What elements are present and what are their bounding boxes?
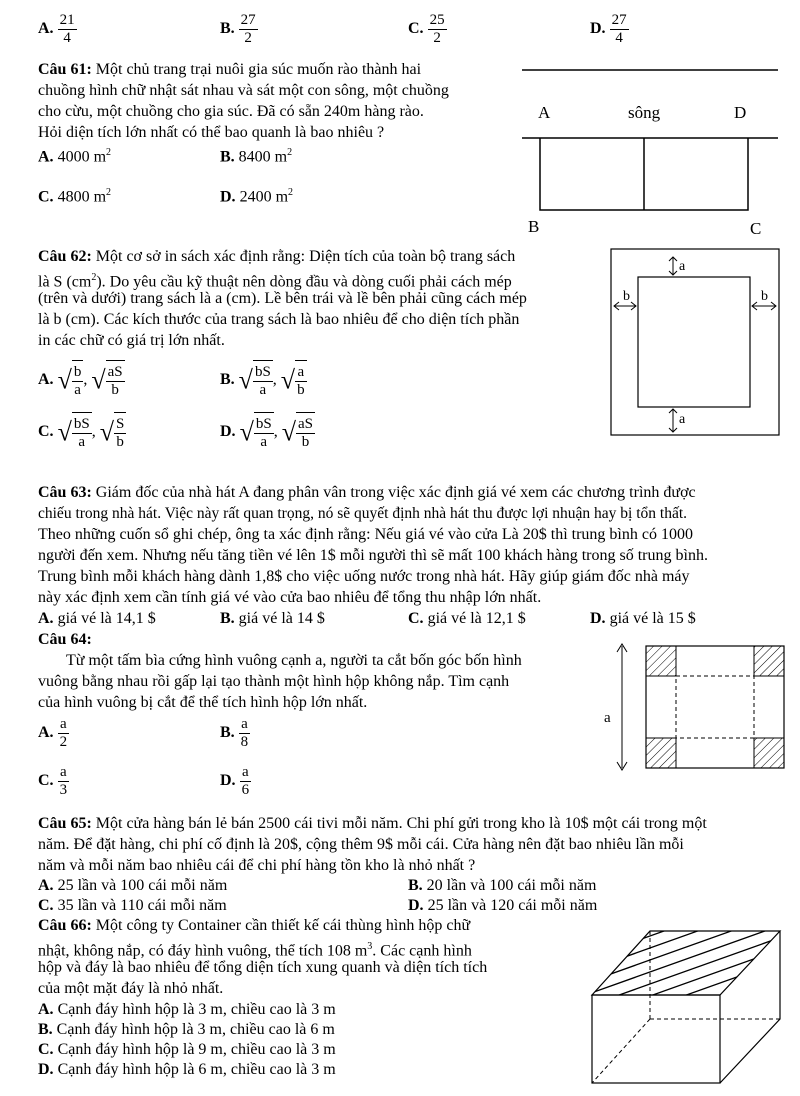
- q63-line-6: [38, 588, 541, 608]
- box-top-hatching: [580, 915, 790, 1069]
- cut-corners-figure: [600, 640, 790, 778]
- option-label: B.: [220, 371, 235, 389]
- option-label: C.: [38, 1041, 54, 1058]
- denominator: 2: [244, 30, 252, 46]
- river-label: sông: [628, 103, 661, 122]
- option-label: B.: [408, 877, 423, 894]
- denominator: a: [259, 381, 267, 398]
- radical: √ $\frac{bS}{a}$: [240, 412, 274, 453]
- question-text: chuồng hình chữ nhật sát nhau và sát một con sông, một chuồng: [38, 82, 449, 99]
- volume-value: 108 m: [326, 942, 368, 960]
- point-c-label: C: [750, 219, 762, 238]
- option-text: giá vé là 15 $: [609, 610, 696, 627]
- q62-option-b: B. √ $\frac{bS}{a}$ , √ $\frac{a}{b}$: [220, 360, 307, 401]
- option-label: A.: [38, 610, 54, 627]
- cut-corner-top-right: [754, 646, 784, 676]
- side-length-arrow: [617, 644, 627, 770]
- q64-option-c: [38, 764, 69, 799]
- cut-corner-bottom-left: [646, 738, 676, 768]
- q66-option-c: [38, 1040, 336, 1060]
- denominator: b: [297, 381, 305, 398]
- page-margin-figure: [610, 248, 785, 440]
- denominator: 2: [59, 734, 68, 750]
- question-text: Theo những cuốn sổ ghi chép, ông ta xác định rằng: Nếu giá vé vào cửa Là 20$ thì trung bình có 1000: [38, 526, 693, 543]
- q61-option-c: [38, 183, 111, 207]
- question-text: là b (cm). Các kích thước của trang sách là bao nhiêu để cho diện tích phần: [38, 311, 520, 328]
- q66-option-b: [38, 1020, 335, 1040]
- option-value: 8400 m: [238, 148, 288, 166]
- cut-corner-top-left: [646, 646, 676, 676]
- q65-line-2: [38, 835, 684, 855]
- option-text: 25 lần và 120 cái mỗi năm: [427, 897, 598, 914]
- left-margin-label: b: [623, 289, 630, 304]
- top-margin-label: a: [679, 259, 686, 274]
- q63-option-a: [38, 609, 156, 629]
- bottom-margin-label: a: [679, 412, 686, 427]
- numerator: 25: [429, 12, 445, 28]
- prev-option-a: [38, 12, 77, 47]
- question-text: Một công ty Container cần thiết kế cái thùng hình hộp chữ: [95, 917, 471, 934]
- q65-option-b: [408, 876, 596, 896]
- print-area: [638, 277, 750, 407]
- option-label: C.: [38, 772, 54, 790]
- q66-line-3: [38, 958, 487, 978]
- question-text: là S (cm: [38, 273, 92, 291]
- prev-option-b: [220, 12, 258, 47]
- question-text: nhật, không nắp, có đáy hình vuông, thể tích: [38, 942, 323, 960]
- denominator: 8: [240, 734, 249, 750]
- option-label: D.: [590, 610, 606, 627]
- q61-option-a: [38, 143, 111, 167]
- denominator: a: [74, 381, 81, 398]
- q66-line-4: [38, 979, 223, 999]
- point-d-label: D: [734, 103, 747, 122]
- q65-line-1: [38, 814, 707, 834]
- option-label: D.: [590, 20, 606, 38]
- q66-line-1: [38, 916, 470, 936]
- q63-option-c: [408, 609, 526, 629]
- option-label: C.: [38, 897, 54, 914]
- q62-option-c: C. √ $\frac{bS}{a}$ , √ $\frac{S}{b}$: [38, 412, 126, 453]
- numerator: a: [58, 716, 70, 734]
- question-text: năm. Để đặt hàng, chi phí cố định là 20$, cộng thêm 9$ mỗi cái. Cửa hàng nên đặt bao nhiêu lần mỗi: [38, 836, 684, 853]
- q62-option-d: D. √ $\frac{bS}{a}$ , √ $\frac{aS}{b}$: [220, 412, 315, 453]
- radical: √ $\frac{aS}{b}$: [91, 360, 124, 401]
- denominator: a: [78, 433, 86, 450]
- q62-line-5: [38, 331, 225, 351]
- denominator: a: [260, 433, 268, 450]
- radical: √ $\frac{b}{a}$: [58, 360, 84, 401]
- point-b-label: B: [528, 217, 540, 236]
- exponent: 2: [287, 147, 293, 158]
- numerator: 27: [611, 12, 627, 28]
- option-text: 35 lần và 110 cái mỗi năm: [57, 897, 227, 914]
- option-text: Cạnh đáy hình hộp là 9 m, chiều cao là 3 m: [57, 1041, 336, 1058]
- exponent: 2: [288, 187, 294, 198]
- question-title: Câu 64:: [38, 631, 92, 648]
- numerator: bS: [73, 415, 90, 432]
- option-label: A.: [38, 724, 54, 742]
- right-margin-label: b: [761, 289, 768, 304]
- question-text: người đến xem. Nhưng nếu tăng tiền vé lên 1$ mỗi người thì sẽ mất 100 khách hàng trong số trung bình.: [38, 547, 708, 564]
- option-text: giá vé là 14,1 $: [57, 610, 156, 627]
- prev-option-d: [590, 12, 629, 47]
- exponent: 3: [367, 941, 373, 952]
- q65-option-c: [38, 896, 227, 916]
- question-text: . Các cạnh hình: [372, 942, 472, 960]
- option-text: 25 lần và 100 cái mỗi năm: [57, 877, 228, 894]
- exponent: 2: [91, 272, 97, 283]
- q63-line-4: [38, 546, 708, 566]
- q65-option-d: [408, 896, 597, 916]
- option-text: Cạnh đáy hình hộp là 3 m, chiều cao là 6 m: [56, 1021, 335, 1038]
- q64-option-d: [220, 764, 251, 799]
- question-text: này xác định xem cần tính giá vé vào cửa bao nhiêu để tổng thu nhập lớn nhất.: [38, 589, 542, 606]
- question-text: Giám đốc của nhà hát A đang phân vân trong việc xác định giá vé xem các chương trình được: [95, 484, 696, 501]
- option-label: A.: [38, 1001, 54, 1018]
- option-label: A.: [38, 877, 54, 894]
- question-title: Câu 63:: [38, 484, 92, 501]
- q64-option-a: [38, 716, 69, 751]
- q64-title-line: [38, 630, 92, 650]
- fold-lines: [676, 676, 754, 738]
- option-label: D.: [220, 423, 236, 441]
- denominator: 3: [59, 782, 68, 798]
- option-label: A.: [38, 20, 54, 38]
- option-label: D.: [408, 897, 424, 914]
- box-top-opening: [592, 931, 780, 995]
- q62-line-1: [38, 247, 515, 267]
- question-text: chiếu trong nhà hát. Việc này rất quan trọng, nó sẽ quyết định nhà hát thu được lợi nhuận hay bị tổn thất.: [38, 505, 688, 522]
- point-a-label: A: [538, 103, 551, 122]
- radical: √ $\frac{a}{b}$: [281, 360, 307, 401]
- option-text: giá vé là 14 $: [238, 610, 325, 627]
- q64-line-2: [38, 672, 509, 692]
- question-text: ). Do yêu cầu kỹ thuật nên dòng đầu và dòng cuối phải cách mép: [96, 273, 512, 291]
- question-text: in các chữ có giá trị lớn nhất.: [38, 332, 225, 349]
- question-text: Hỏi diện tích lớn nhất có thể bao quanh là bao nhiêu ?: [38, 124, 385, 141]
- q63-option-d: [590, 609, 696, 629]
- hidden-edge-diagonal: [592, 1019, 650, 1083]
- q61-line-4: [38, 123, 384, 143]
- box-front-face: [592, 995, 720, 1083]
- q65-line-3: [38, 856, 475, 876]
- question-text: của hình vuông bị cắt để thể tích hình hộp lớn nhất.: [38, 694, 368, 711]
- option-value: 4000 m: [57, 148, 107, 166]
- numerator: a: [240, 764, 252, 782]
- q65-option-a: [38, 876, 227, 896]
- q61-line-1: [38, 60, 421, 80]
- option-label: C.: [408, 610, 424, 627]
- option-label: A.: [38, 371, 54, 389]
- question-title: Câu 62:: [38, 248, 92, 265]
- question-text: năm và mỗi năm bao nhiêu cái để chi phí hàng tồn kho là nhỏ nhất ?: [38, 857, 476, 874]
- question-text: hộp và đáy là bao nhiêu để tổng diện tích xung quanh và diện tích tích: [38, 959, 488, 976]
- numerator: 27: [240, 12, 256, 28]
- option-value: 2400 m: [239, 188, 289, 206]
- q66-option-d: [38, 1060, 336, 1080]
- numerator: a: [295, 364, 307, 382]
- open-box-figure: [580, 915, 795, 1090]
- q63-option-b: [220, 609, 325, 629]
- denominator: 6: [241, 782, 250, 798]
- numerator: aS: [297, 415, 313, 432]
- radical: √ $\frac{bS}{a}$: [58, 412, 92, 453]
- river-fence-figure: [500, 60, 790, 240]
- cut-corner-bottom-right: [754, 738, 784, 768]
- q63-line-3: [38, 525, 693, 545]
- numerator: aS: [107, 363, 123, 380]
- option-value: 4800 m: [57, 188, 107, 206]
- prev-option-c: [408, 12, 447, 47]
- q64-option-b: [220, 716, 250, 751]
- option-text: giá vé là 12,1 $: [427, 610, 526, 627]
- denominator: b: [301, 433, 310, 450]
- question-text: Từ một tấm bìa cứng hình vuông cạnh a, người ta cắt bốn góc bốn hình: [66, 652, 522, 669]
- denominator: b: [116, 433, 124, 450]
- q62-line-3: [38, 289, 527, 309]
- option-label: B.: [220, 20, 235, 38]
- q64-line-1: [66, 651, 522, 671]
- question-text: Một cơ sở in sách xác định rằng: Diện tích của toàn bộ trang sách: [95, 248, 516, 265]
- bottom-margin-arrow: [669, 409, 677, 432]
- denominator: 4: [615, 30, 623, 46]
- option-label: A.: [38, 148, 54, 166]
- q62-option-a: A. √ $\frac{b}{a}$ , √ $\frac{aS}{b}$: [38, 360, 125, 401]
- option-text: Cạnh đáy hình hộp là 6 m, chiều cao là 3 m: [57, 1061, 336, 1078]
- option-label: D.: [220, 188, 236, 206]
- exponent: 2: [106, 147, 112, 158]
- q61-line-2: [38, 81, 449, 101]
- question-text: cho cừu, một chuồng cho gia súc. Đã có sẵn 240m hàng rào.: [38, 103, 424, 120]
- question-title: Câu 61:: [38, 61, 92, 78]
- numerator: a: [58, 764, 70, 782]
- numerator: S: [115, 415, 125, 432]
- option-text: 20 lần và 100 cái mỗi năm: [426, 877, 597, 894]
- option-label: D.: [220, 772, 236, 790]
- side-length-label: a: [604, 710, 611, 726]
- option-label: B.: [220, 148, 235, 166]
- denominator: b: [111, 381, 119, 398]
- q63-line-2: [38, 504, 687, 524]
- top-margin-arrow: [669, 257, 677, 275]
- question-text: của một mặt đáy là nhỏ nhất.: [38, 980, 224, 997]
- q63-line-1: [38, 483, 696, 503]
- numerator: 21: [59, 12, 75, 28]
- option-label: B.: [220, 610, 235, 627]
- numerator: a: [239, 716, 251, 734]
- option-text: Cạnh đáy hình hộp là 3 m, chiều cao là 3 m: [57, 1001, 336, 1018]
- option-label: D.: [38, 1061, 54, 1078]
- q64-line-3: [38, 693, 367, 713]
- q61-option-b: [220, 143, 292, 167]
- radical: √ $\frac{bS}{a}$: [239, 360, 273, 401]
- q62-line-4: [38, 310, 519, 330]
- denominator: 4: [63, 30, 71, 46]
- option-label: C.: [408, 20, 424, 38]
- numerator: bS: [254, 363, 271, 380]
- exponent: 2: [106, 187, 112, 198]
- question-text: Trung bình mỗi khách hàng dành 1,8$ cho việc uống nước trong nhà hát. Hãy giúp giám đốc nhà máy: [38, 568, 690, 585]
- question-text: Một chủ trang trại nuôi gia súc muốn rào thành hai: [95, 61, 422, 78]
- q66-option-a: [38, 1000, 336, 1020]
- denominator: 2: [433, 30, 441, 46]
- option-label: B.: [220, 724, 235, 742]
- q61-line-3: [38, 102, 424, 122]
- option-label: B.: [38, 1021, 53, 1038]
- question-title: Câu 65:: [38, 815, 92, 832]
- question-title: Câu 66:: [38, 917, 92, 934]
- option-label: C.: [38, 188, 54, 206]
- numerator: bS: [255, 415, 272, 432]
- q61-option-d: [220, 183, 293, 207]
- box-side-edges: [720, 931, 780, 1083]
- option-label: C.: [38, 423, 54, 441]
- question-text: (trên và dưới) trang sách là a (cm). Lề bên trái và lề bên phải cũng cách mép: [38, 290, 527, 307]
- numerator: b: [73, 363, 82, 380]
- radical: √ $\frac{aS}{b}$: [282, 412, 315, 453]
- question-text: Một cửa hàng bán lẻ bán 2500 cái tivi mỗi năm. Chi phí gửi trong kho là 10$ một cái trong một: [95, 815, 707, 832]
- q63-line-5: [38, 567, 690, 587]
- question-text: vuông bằng nhau rồi gấp lại tạo thành một hình hộp không nắp. Tìm cạnh: [38, 673, 510, 690]
- radical: √ $\frac{S}{b}$: [100, 412, 127, 453]
